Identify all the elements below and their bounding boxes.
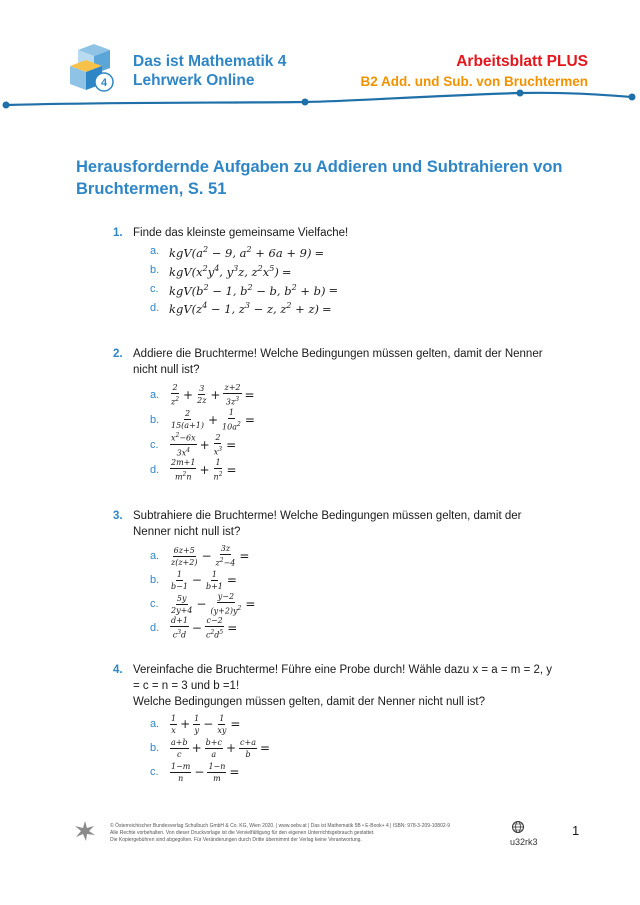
legal-notice <box>110 823 500 844</box>
task-3-item-b: b. $\frac{1}{b-1}$ − $\frac{1}{b+1}$ = <box>150 569 237 591</box>
item-label: c. <box>150 283 159 296</box>
page-title: Herausfordernde Aufgaben zu Addieren und Subtrahieren von Bruchtermen, S. 51 <box>76 158 563 198</box>
item-label: b. <box>150 413 160 426</box>
page-number: 1 <box>572 823 580 838</box>
task-number: 2. <box>113 348 123 360</box>
task-3 <box>113 508 553 640</box>
task-text-conditions: Welche Bedingungen müssen gelten, damit der Nenner nicht null ist? <box>133 696 486 708</box>
task-3-item-d: d. $\frac{d+1}{c^3d}$ − $\frac{c-2}{c^2d^5}$ = <box>150 616 238 640</box>
item-label: c. <box>150 598 159 610</box>
task-1-item-b: b. $kgV(x^2y^4$, $y^3z$, $z^2x^5$) = <box>150 263 292 279</box>
task-number: 4. <box>113 664 123 676</box>
item-label: d. <box>150 622 160 634</box>
task-2-item-b: b. $\frac{2}{15(a+1)}$ + $\frac{1}{10a^2}$ = <box>150 407 255 432</box>
legal-line: Alle Rechte vorbehalten. Von dieser Druckvorlage ist die Vervielfältigung für den eigenen Unterrichtsgebrauch gestattet. <box>110 830 375 836</box>
brand-title: Das ist Mathematik 4 <box>133 53 287 70</box>
task-2-item-a: a. $\frac{2}{z^2}$ + $\frac{3}{2z}$ + $\frac{z+2}{3z^3}$ = <box>150 382 255 407</box>
item-label: b. <box>150 264 160 277</box>
legal-line: © Österreichischer Bundesverlag Schulbuch GmbH & Co. KG, Wien 2020. | www.oebv.at | Das ist Mathematik 5B • E-Book+ 4 | ISBN: 978-3-209-10802-9 <box>110 823 451 829</box>
task-number: 1. <box>113 227 123 239</box>
task-1 <box>113 225 553 317</box>
item-label: b. <box>150 742 160 754</box>
task-2-item-d: d. $\frac{2m+1}{m^2n}$ + $\frac{1}{n^2}$ = <box>150 457 237 482</box>
item-label: a. <box>150 388 160 401</box>
task-2 <box>113 346 553 482</box>
task-text: Subtrahiere die Bruchterme! Welche Bedingungen müssen gelten, damit der Nenner nicht null ist? <box>133 510 522 538</box>
item-label: a. <box>150 245 160 258</box>
legal-line: Die Kopiergebühren sind abgegolten. Für Veränderungen durch Dritte übernimmt der Verlag keine Verantwortung. <box>110 837 362 843</box>
sheet-topic: B2 Add. und Sub. von Bruchtermen <box>360 74 588 89</box>
task-text: Finde das kleinste gemeinsame Vielfache! <box>133 227 349 239</box>
task-1-item-d: d. $kgV(z^4 - 1$, $z^3 - z$, $z^2 + z$) = <box>150 301 332 317</box>
online-code[interactable]: u32rk3 <box>510 837 538 847</box>
item-label: c. <box>150 438 159 451</box>
task-number: 3. <box>113 510 123 522</box>
brand <box>133 52 286 90</box>
task-3-item-a: a. $\frac{6z+5}{z(z+2)}$ − $\frac{3z}{z^2-4}$ = <box>150 544 250 568</box>
task-2-item-c: c. $\frac{x^2-6x}{3x^4}$ + $\frac{2}{x^3}$ = <box>150 432 237 458</box>
task-3-item-c: c. $\frac{5y}{2y+4}$ − $\frac{y-2}{(y+2)y^2}$ = <box>150 592 256 616</box>
svg-text:4: 4 <box>100 77 108 89</box>
task-1-item-a: a. $kgV(a^2 - 9$, $a^2 + 6a + 9$) = <box>150 245 325 260</box>
item-label: d. <box>150 463 160 476</box>
item-label: c. <box>150 766 159 778</box>
item-label: a. <box>150 550 160 562</box>
publisher-logo-icon <box>74 820 96 842</box>
task-4 <box>113 662 553 784</box>
item-label: d. <box>150 301 160 314</box>
item-label: a. <box>150 718 160 730</box>
item-label: b. <box>150 574 160 586</box>
globe-icon <box>511 820 525 834</box>
sheet-type: Arbeitsblatt PLUS <box>456 53 588 70</box>
task-text: Vereinfache die Bruchterme! Führe eine Probe durch! Wähle dazu x = a = m = 2, y = c = n = 3 und b =1! <box>133 664 553 692</box>
task-1-item-c: c. $kgV(b^2 - 1$, $b^2 - b$, $b^2 + b$) = <box>150 282 339 298</box>
task-4-item-b: b. $\frac{a+b}{c}$ + $\frac{b+c}{a}$ + $\frac{c+a}{b}$ = <box>150 737 271 759</box>
task-text: Addiere die Bruchterme! Welche Bedingungen müssen gelten, damit der Nenner nicht null ist? <box>133 348 543 376</box>
brand-subtitle: Lehrwerk Online <box>133 72 255 89</box>
task-4-item-c: c. $\frac{1-m}{n}$ − $\frac{1-n}{m}$ = <box>150 761 240 783</box>
task-4-item-a: a. $\frac{1}{x}$ + $\frac{1}{y}$ − $\frac{1}{xy}$ = <box>150 713 241 735</box>
header-wave-line <box>0 86 640 116</box>
